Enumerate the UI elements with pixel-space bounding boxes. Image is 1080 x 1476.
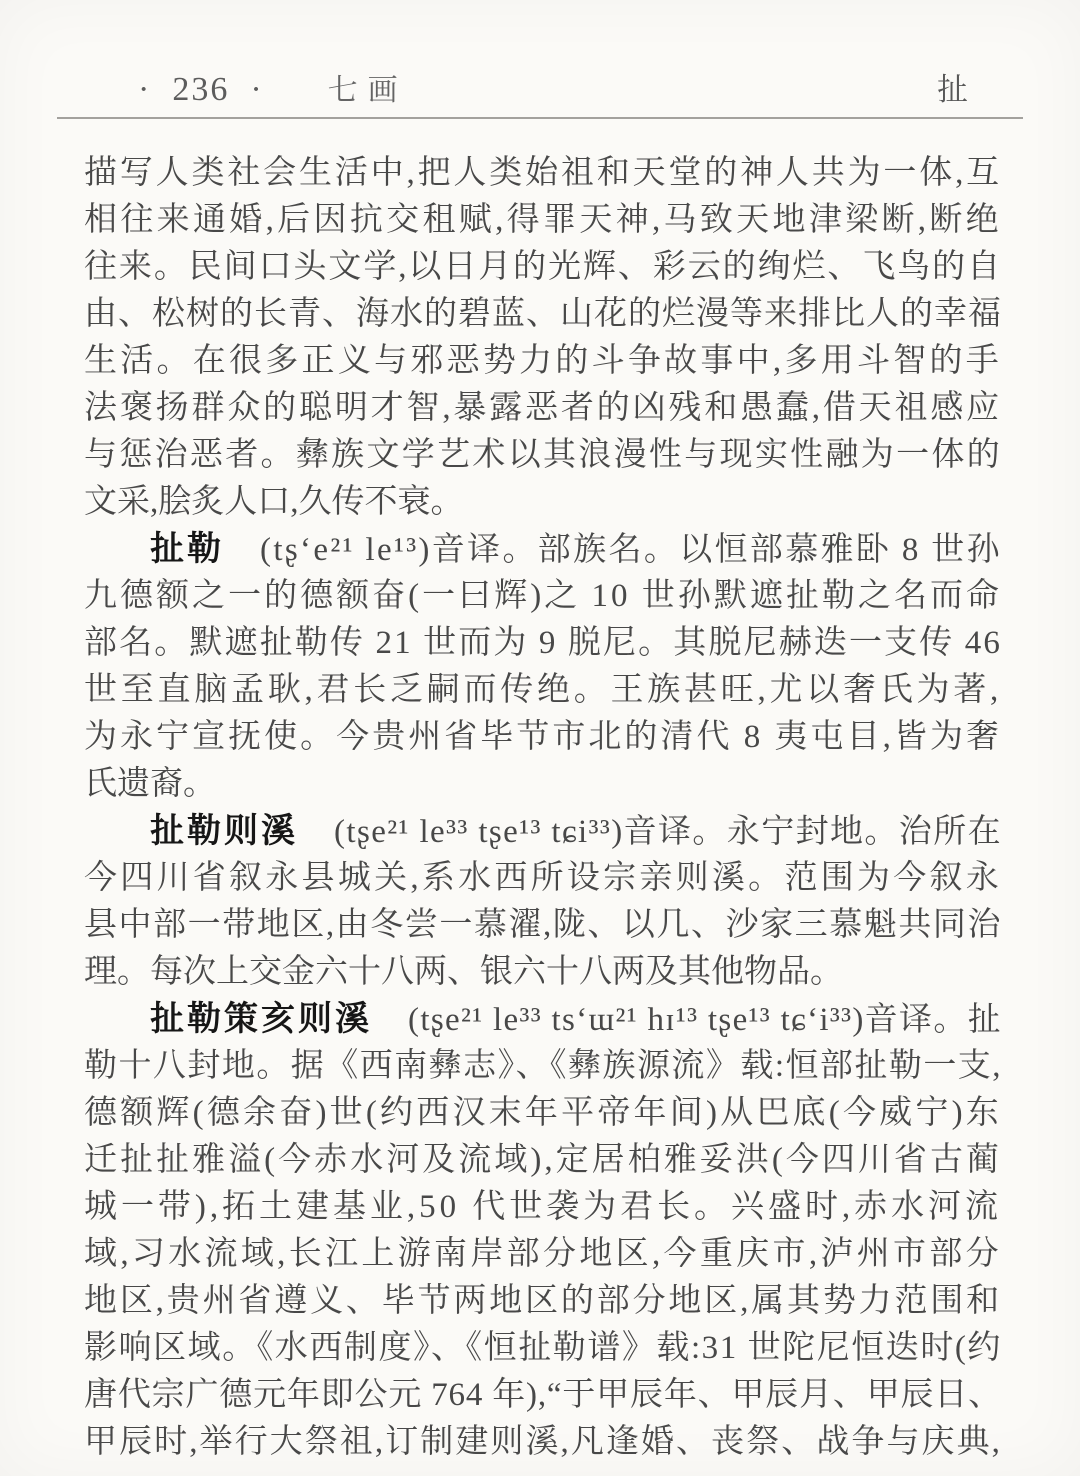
text-line [84, 150, 1002, 197]
text-line [84, 244, 1002, 291]
line-text: 往来。民间口头文学,以日月的光辉、彩云的绚烂、飞鸟的自 [84, 249, 1002, 285]
line-text: 文采,脍炙人口,久传不衰。 [84, 484, 464, 520]
line-text: 由、松树的长青、海水的碧蓝、山花的烂漫等来排比人的幸福 [84, 296, 1002, 332]
line-text: 部名。默遮扯勒传 21 世而为 9 脱尼。其脱尼赫迭一支传 46 [84, 625, 1002, 661]
entry-headword: 扯勒则溪 [150, 812, 298, 850]
line-text: 与惩治恶者。彝族文学艺术以其浪漫性与现实性融为一体的 [84, 437, 1002, 473]
line-text: 生活。在很多正义与邪恶势力的斗争故事中,多用斗智的手 [84, 343, 1002, 379]
text-line [84, 1278, 1002, 1325]
entry-headword: 扯勒策亥则溪 [150, 1000, 372, 1038]
text-line [84, 620, 1002, 667]
line-text: 唐代宗广德元年即公元 764 年),“于甲辰年、甲辰月、甲辰日、 [84, 1377, 1002, 1413]
text-line [84, 197, 1002, 244]
line-text: 德额辉(德余奋)世(约西汉末年平帝年间)从巴底(今威宁)东 [84, 1095, 1002, 1131]
text-line [84, 714, 1002, 761]
line-text: 描写人类社会生活中,把人类始祖和天堂的神人共为一体,互 [84, 155, 1002, 191]
line-text: 城一带),拓土建基业,50 代世袭为君长。兴盛时,赤水河流 [84, 1189, 1002, 1225]
line-text: 影响区域。《水西制度》、《恒扯勒谱》载:31 世陀尼恒迭时(约 [84, 1330, 1002, 1366]
body-text-block [84, 150, 1002, 1466]
line-text: 域,习水流域,长江上游南岸部分地区,今重庆市,泸州市部分 [84, 1236, 1002, 1272]
line-text: 为永宁宣抚使。今贵州省毕节市北的清代 8 夷屯目,皆为奢 [84, 719, 1002, 755]
page-number: · 236 · [138, 71, 264, 108]
page-header [138, 64, 968, 109]
line-text: 迁扯扯雅溢(今赤水河及流域),定居柏雅妥洪(今四川省古蔺 [84, 1142, 1002, 1178]
text-line [84, 1419, 1002, 1466]
text-line [84, 667, 1002, 714]
text-line [84, 855, 1002, 902]
line-text: 世至直脑孟耿,君长乏嗣而传绝。王族甚旺,尤以奢氏为著, [84, 672, 1002, 708]
line-text: 甲辰时,举行大祭祖,订制建则溪,凡逢婚、丧祭、战争与庆典, [84, 1424, 1002, 1460]
line-text: (tʂe²¹ le³³ tʂe¹³ tɕi³³)音译。永宁封地。治所在 [334, 814, 1002, 850]
running-head: 扯 [937, 72, 968, 107]
entry-first-line [84, 526, 1002, 573]
text-line [84, 1137, 1002, 1184]
line-text: 氏遗裔。 [84, 766, 216, 802]
entry-headword: 扯勒 [150, 530, 224, 568]
text-line [84, 1090, 1002, 1137]
text-line [84, 1184, 1002, 1231]
text-line [84, 1325, 1002, 1372]
text-line [84, 761, 1002, 808]
text-line [84, 1043, 1002, 1090]
text-line [84, 338, 1002, 385]
line-text: 九德额之一的德额奋(一曰辉)之 10 世孙默遮扯勒之名而命 [84, 578, 1002, 614]
text-line [84, 291, 1002, 338]
text-line [84, 573, 1002, 620]
entry-first-line [84, 996, 1002, 1043]
line-text: 理。每次上交金六十八两、银六十八两及其他物品。 [84, 954, 843, 990]
line-text: (tʂe²¹ le³³ tsʻɯ²¹ hɪ¹³ tʂe¹³ tɕʻi³³)音译。扯 [408, 1002, 1002, 1038]
line-text: (tʂʻe²¹ le¹³)音译。部族名。以恒部慕雅卧 8 世孙 [260, 532, 1002, 568]
entry-first-line [84, 808, 1002, 855]
line-text: 相往来通婚,后因抗交租赋,得罪天神,马致天地津梁断,断绝 [84, 202, 1002, 238]
text-line [84, 385, 1002, 432]
text-line [84, 949, 1002, 996]
section-label: 七画 [327, 74, 408, 107]
text-line [84, 479, 1002, 526]
line-text: 法褒扬群众的聪明才智,暴露恶者的凶残和愚蠢,借天祖感应 [84, 390, 1002, 426]
text-line [84, 1372, 1002, 1419]
line-text: 县中部一带地区,由冬尝一慕濯,陇、以几、沙家三慕魁共同治 [84, 907, 1002, 943]
text-line [84, 432, 1002, 479]
text-line [84, 1231, 1002, 1278]
line-text: 今四川省叙永县城关,系水西所设宗亲则溪。范围为今叙永 [84, 860, 1002, 896]
text-line [84, 902, 1002, 949]
header-divider [57, 117, 1023, 119]
line-text: 地区,贵州省遵义、毕节两地区的部分地区,属其势力范围和 [84, 1283, 1002, 1319]
line-text: 勒十八封地。据《西南彝志》、《彝族源流》载:恒部扯勒一支, [84, 1048, 1002, 1084]
